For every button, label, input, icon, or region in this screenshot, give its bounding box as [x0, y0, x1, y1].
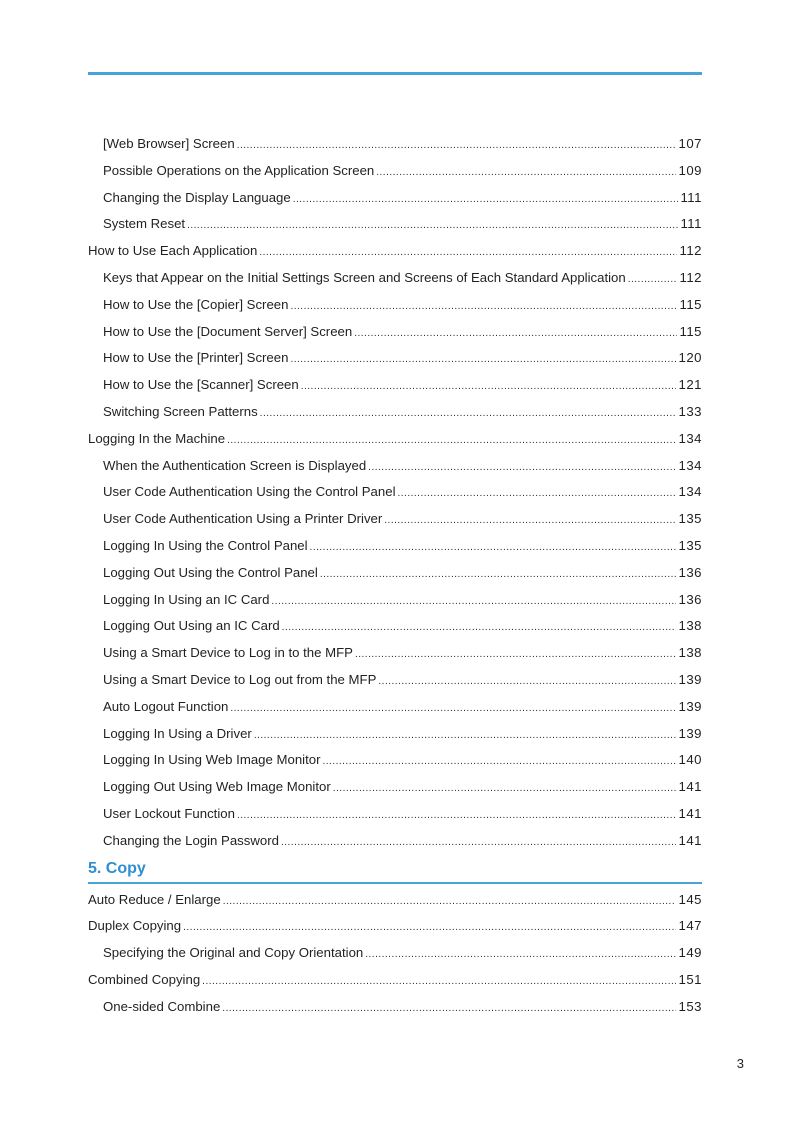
dot-leader [183, 915, 676, 940]
toc-entry-page: 151 [678, 971, 702, 987]
toc-entry[interactable] [88, 587, 702, 614]
toc-entry-title: Logging Out Using Web Image Monitor [103, 779, 331, 795]
toc-entry[interactable] [88, 185, 702, 212]
dot-leader [378, 669, 676, 694]
toc-entry-page: 133 [678, 403, 702, 419]
dot-leader [259, 240, 677, 265]
toc-entry-page: 138 [678, 645, 702, 661]
toc-entry[interactable] [88, 994, 702, 1021]
toc-entry-page: 109 [678, 162, 702, 178]
dot-leader [230, 696, 676, 721]
chapter-title: 5. Copy [88, 859, 146, 877]
toc-entry[interactable] [88, 265, 702, 292]
toc-entry[interactable] [88, 372, 702, 399]
dot-leader [333, 776, 677, 801]
dot-leader [322, 749, 676, 774]
toc-entry-title: Logging In the Machine [88, 430, 226, 446]
toc-entry-title: User Lockout Function [103, 805, 235, 821]
toc-entry-page: 134 [678, 484, 702, 500]
toc-entry[interactable] [88, 940, 702, 967]
toc-entry-page: 138 [678, 618, 702, 634]
toc-entry[interactable] [88, 560, 702, 587]
dot-leader [365, 942, 676, 967]
dot-leader [368, 455, 676, 480]
toc-entry-title: Changing the Login Password [103, 832, 279, 848]
toc-entry-page: 139 [678, 698, 702, 714]
toc-entry-title: Switching Screen Patterns [103, 403, 258, 419]
toc-entry-title: How to Use Each Application [88, 243, 258, 259]
dot-leader [227, 428, 676, 453]
toc-entry-title: Keys that Appear on the Initial Settings Screen and Screens of Each Standard Application [103, 269, 626, 285]
toc-entry-title: How to Use the [Copier] Screen [103, 296, 289, 312]
dot-leader [290, 294, 677, 319]
dot-leader [271, 589, 676, 614]
toc-entry[interactable] [88, 721, 702, 748]
toc-entry[interactable] [88, 211, 702, 238]
toc-entry-title: How to Use the [Scanner] Screen [103, 377, 299, 393]
toc-entry-page: 141 [678, 805, 702, 821]
toc-entry-page: 149 [678, 945, 702, 961]
toc-entry[interactable] [88, 292, 702, 319]
toc-entry[interactable] [88, 158, 702, 185]
toc-entry-page: 134 [678, 430, 702, 446]
dot-leader [237, 133, 677, 158]
toc-entry-page: 107 [678, 136, 702, 151]
toc-entry-page: 115 [679, 323, 702, 339]
toc-entry-page: 135 [678, 511, 702, 527]
toc-entry[interactable] [88, 887, 702, 914]
toc-entry[interactable] [88, 694, 702, 721]
toc-entry[interactable] [88, 613, 702, 640]
dot-leader [320, 562, 677, 587]
toc-entry-title: Duplex Copying [88, 918, 182, 934]
dot-leader [293, 187, 679, 212]
toc-entry-title: Using a Smart Device to Log in to the MFP [103, 645, 353, 661]
toc-entry-page: 139 [678, 725, 702, 741]
toc-entry-title: Using a Smart Device to Log out from the MFP [103, 671, 377, 687]
toc-entry[interactable] [88, 774, 702, 801]
dot-leader [398, 481, 677, 506]
toc-entry[interactable] [88, 967, 702, 994]
toc-entry[interactable] [88, 801, 702, 828]
toc-entry[interactable] [88, 533, 702, 560]
toc-entry[interactable] [88, 747, 702, 774]
toc-entry-page: 141 [678, 832, 702, 848]
toc-entry-title: Changing the Display Language [103, 189, 291, 205]
toc-entry[interactable] [88, 238, 702, 265]
dot-leader [384, 508, 676, 533]
toc-entry-page: 139 [678, 671, 702, 687]
dot-leader [222, 996, 676, 1021]
toc-entry[interactable] [88, 345, 702, 372]
toc-entry-title: [Web Browser] Screen [103, 136, 235, 151]
toc-entry-title: One-sided Combine [103, 998, 221, 1014]
dot-leader [254, 723, 677, 748]
toc-entry-title: Logging Out Using an IC Card [103, 618, 280, 634]
toc-entry-page: 115 [679, 296, 702, 312]
toc-entry-title: Logging In Using the Control Panel [103, 537, 308, 553]
toc-entry-title: How to Use the [Document Server] Screen [103, 323, 353, 339]
toc-entry[interactable] [88, 479, 702, 506]
dot-leader [376, 160, 676, 185]
dot-leader [260, 401, 677, 426]
toc-entry-page: 141 [678, 779, 702, 795]
toc-entry-page: 120 [678, 350, 702, 366]
toc-entry-page: 112 [679, 243, 702, 259]
toc-entry-page: 136 [678, 564, 702, 580]
dot-leader [281, 830, 677, 855]
toc-entry-title: System Reset [103, 216, 186, 232]
dot-leader [301, 374, 677, 399]
dot-leader [628, 267, 678, 292]
toc-entry-title: Auto Reduce / Enlarge [88, 891, 221, 907]
toc-entry-page: 134 [678, 457, 702, 473]
toc-entry-title: User Code Authentication Using the Control Panel [103, 484, 396, 500]
toc-entry[interactable] [88, 828, 702, 855]
toc-entry[interactable] [88, 319, 702, 346]
toc-entry-page: 111 [680, 216, 702, 232]
dot-leader [355, 642, 677, 667]
toc-entry-title: Possible Operations on the Application Screen [103, 162, 375, 178]
toc-entry-title: Auto Logout Function [103, 698, 229, 714]
toc-entry[interactable] [88, 426, 702, 453]
toc-section-5 [88, 887, 702, 1021]
table-of-contents [88, 131, 702, 1021]
toc-entry-title: When the Authentication Screen is Displayed [103, 457, 367, 473]
toc-entry[interactable] [88, 131, 702, 158]
toc-entry[interactable] [88, 506, 702, 533]
header-rule [88, 72, 702, 75]
toc-entry-title: Logging In Using a Driver [103, 725, 252, 741]
toc-entry-page: 135 [678, 537, 702, 553]
dot-leader [354, 321, 677, 346]
toc-section-4 [88, 131, 702, 855]
toc-entry-page: 140 [678, 752, 702, 768]
toc-entry-title: Specifying the Original and Copy Orientation [103, 945, 364, 961]
toc-entry[interactable] [88, 453, 702, 480]
toc-entry[interactable] [88, 913, 702, 940]
toc-entry-title: How to Use the [Printer] Screen [103, 350, 289, 366]
toc-entry-page: 111 [680, 189, 702, 205]
toc-entry-title: Logging In Using an IC Card [103, 591, 270, 607]
toc-entry-page: 121 [678, 377, 702, 393]
toc-entry[interactable] [88, 399, 702, 426]
dot-leader [187, 213, 678, 238]
dot-leader [310, 535, 677, 560]
toc-entry-title: Logging In Using Web Image Monitor [103, 752, 321, 768]
toc-entry-page: 145 [678, 891, 702, 907]
chapter-heading[interactable] [88, 857, 702, 887]
toc-entry-title: Combined Copying [88, 971, 201, 987]
dot-leader [290, 347, 676, 372]
toc-entry[interactable] [88, 667, 702, 694]
toc-entry-page: 136 [678, 591, 702, 607]
dot-leader [223, 889, 677, 914]
toc-entry-page: 112 [679, 269, 702, 285]
toc-entry-title: User Code Authentication Using a Printer Driver [103, 511, 383, 527]
dot-leader [282, 615, 677, 640]
page-number: 3 [736, 1056, 744, 1071]
dot-leader [237, 803, 677, 828]
chapter-rule [88, 882, 702, 884]
toc-entry-title: Logging Out Using the Control Panel [103, 564, 318, 580]
toc-entry-page: 153 [678, 998, 702, 1014]
toc-entry-page: 147 [678, 918, 702, 934]
toc-entry[interactable] [88, 640, 702, 667]
dot-leader [202, 969, 676, 994]
